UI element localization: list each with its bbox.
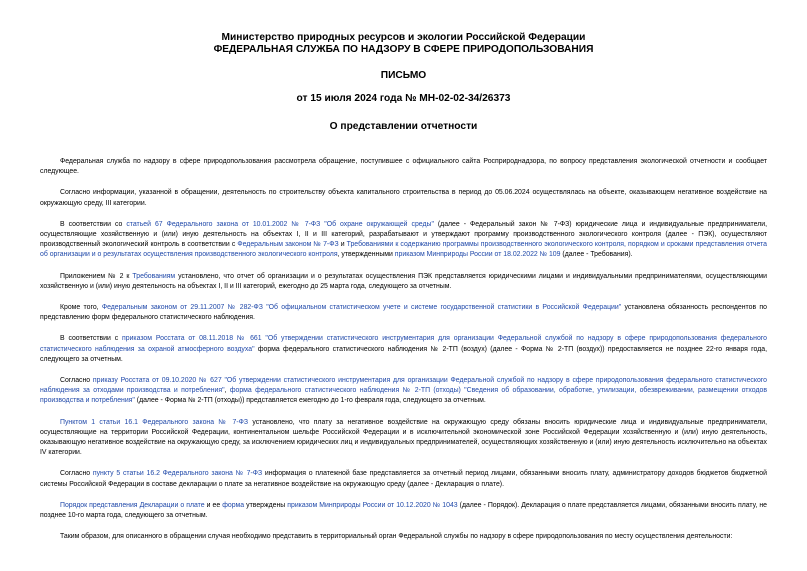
paragraph xyxy=(40,188,767,208)
paragraph-text: , утвержденными xyxy=(337,251,395,259)
document-link[interactable]: приказом Минприроды России от 18.02.2022 № 109 xyxy=(394,251,561,259)
document-link[interactable]: пункту 5 статьи 16.2 Федерального закона № 7-ФЗ xyxy=(92,470,263,478)
paragraph-text: (далее - Порядок). Декларация о плате представляется лицами, обязанными вносить плату, не позднее 10-го марта года, следующего за отчетным. xyxy=(40,501,767,520)
document-date-number: от 15 июля 2024 года № МН-02-02-34/26373 xyxy=(296,93,511,104)
document-subject: О представлении отчетности xyxy=(329,121,478,132)
paragraph-text: Федеральная служба по надзору в сфере природопользования рассмотрела обращение, поступившее с официального сайта Росприроднадзора, по вопросу представления экологической отчетности и сообщает следующее. xyxy=(40,158,767,176)
paragraph-text: (далее - Федеральный закон № 7-ФЗ) юридические лица и индивидуальные предприниматели, осуществляющие хозяйственную и (или) иную деятельность на объектах I, II и III категорий, разрабатывают и утверждают программу производственного экологического контроля (далее - ПЭК), осуществляют производственный экологический контроль в соответствии с xyxy=(40,220,767,249)
paragraph-text: установлена обязанность респондентов по представлению форм федерального статистического наблюдения. xyxy=(40,304,767,322)
paragraph-text: установлено, что плату за негативное воздействие на окружающую среду обязаны вносить юридические лица и индивидуальные предприниматели, осуществляющие на территории Российской Федерации, континентальном шельфе Российской Федерации и в исключительной экономической зоне Российской Федерации хозяйственную и (или) иную деятельность, оказывающую негативное воздействие на окружающую среду, за исключением юридических лиц и индивидуальных предпринимателей, осуществляющих хозяйственную и (или) иную деятельность исключительно на объектах IV категории. xyxy=(40,418,767,457)
paragraph-text: и ее xyxy=(204,501,223,509)
paragraph-text: , xyxy=(224,387,230,395)
document-link[interactable]: Федеральным законом от 29.11.2007 № 282-ФЗ "Об официальном статистическом учете и системе государственной статистики в Российской Федерации" xyxy=(101,304,622,312)
ministry-name: Министерство природных ресурсов и экологии Российской Федерации xyxy=(221,32,586,43)
service-name: ФЕДЕРАЛЬНАЯ СЛУЖБА ПО НАДЗОРУ В СФЕРЕ ПРИРОДОПОЛЬЗОВАНИЯ xyxy=(213,44,594,55)
paragraph-text: информация о платежной базе представляется за отчетный период лицами, обязанными вносить плату, администратору доходов бюджетов бюджетной системы Российской Федерации в составе декларации о плате за негативное воздействие на окружающую среду (далее - Декларация о плате). xyxy=(40,470,767,488)
document-link[interactable]: приказом Минприроды России от 10.12.2020 № 1043 xyxy=(287,501,458,509)
paragraph-text: Приложением № 2 к xyxy=(60,272,133,280)
paragraph xyxy=(40,376,767,407)
paragraph-text: установлено, что отчет об организации и о результатах осуществления ПЭК представляется юридическими лицами и индивидуальными предпринимателями, осуществляющими хозяйственную и (или) иную деятельность на объектах I, II и III категорий, ежегодно до 25 марта года, следующего за отчетным. xyxy=(40,272,767,290)
paragraph xyxy=(40,157,767,177)
paragraph xyxy=(40,303,767,323)
document-link[interactable]: Пунктом 1 статьи 16.1 Федерального закона № 7-ФЗ xyxy=(60,418,249,426)
paragraph xyxy=(40,469,767,489)
paragraph xyxy=(40,334,767,365)
paragraph xyxy=(40,501,767,521)
paragraph-text: утверждены xyxy=(244,501,288,509)
paragraph-text: В соответствии с xyxy=(60,335,123,343)
document-link[interactable]: приказом Росстата от 08.11.2018 № 661 "Об утверждении статистического инструментария для организации Федеральной службой по надзору в сфере природопользования федерального статистического наблюдения за охраной атмосферного воздуха" xyxy=(40,335,767,353)
paragraph-text: форма федерального статистического наблюдения № 2-ТП (воздух) (далее - Форма № 2-ТП (воздух)) предоставляется не позднее 22-го января года, следующего за отчетным. xyxy=(40,345,767,363)
paragraph-text: Согласно информации, указанной в обращении, деятельность по строительству объекта капитального строительства в период до 05.06.2024 осуществлялась на объекте, оказывающем негативное воздействие на окружающую среду, III категории. xyxy=(40,189,767,207)
document-link[interactable]: Порядок представления Декларации о плате xyxy=(60,501,205,509)
document-type: ПИСЬМО xyxy=(380,70,427,81)
paragraph xyxy=(40,532,767,542)
paragraph-text: Кроме того, xyxy=(60,304,102,312)
paragraph-text: (далее - Требования). xyxy=(560,251,633,259)
document-link[interactable]: Федеральным законом № 7-ФЗ xyxy=(237,241,339,249)
document-link[interactable]: Требованиями к содержанию программы производственного экологического контроля, порядком и сроками представления отчета об организации и о результатах осуществления производственного экологического контроля xyxy=(40,241,767,259)
paragraph xyxy=(40,220,767,261)
paragraph-text: Согласно xyxy=(60,470,93,478)
document-link[interactable]: Требованиям xyxy=(132,272,176,280)
paragraph-text: Согласно xyxy=(60,377,93,385)
paragraph-text: и xyxy=(338,241,347,249)
paragraph-text: (далее - Форма № 2-ТП (отходы)) представляется ежегодно до 1-го февраля года, следующего за отчетным. xyxy=(134,397,486,405)
document-link[interactable]: приказу Росстата от 09.10.2020 № 627 "Об утверждении статистического инструментария для организации Федеральной службой по надзору в сфере природопользования федерального статистического наблюдения за отходами производства и потребления" xyxy=(40,377,767,395)
paragraph-text: В соответствии со xyxy=(60,220,127,228)
paragraph xyxy=(40,418,767,459)
document-body xyxy=(40,157,767,542)
document-link[interactable]: форма федерального статистического наблюдения № 2-ТП (отходы) "Сведения об образовании, обработке, утилизации, обезвреживании, размещении отходов производства и потребления" xyxy=(40,387,767,405)
document-link[interactable]: статьей 67 Федерального закона от 10.01.2002 № 7-ФЗ "Об охране окружающей среды" xyxy=(126,220,434,228)
paragraph xyxy=(40,272,767,292)
paragraph-text: Таким образом, для описанного в обращении случая необходимо представить в территориальный орган Федеральной службы по надзору в сфере природопользования по месту осуществления деятельности: xyxy=(60,533,733,541)
document-link[interactable]: форма xyxy=(222,501,245,509)
